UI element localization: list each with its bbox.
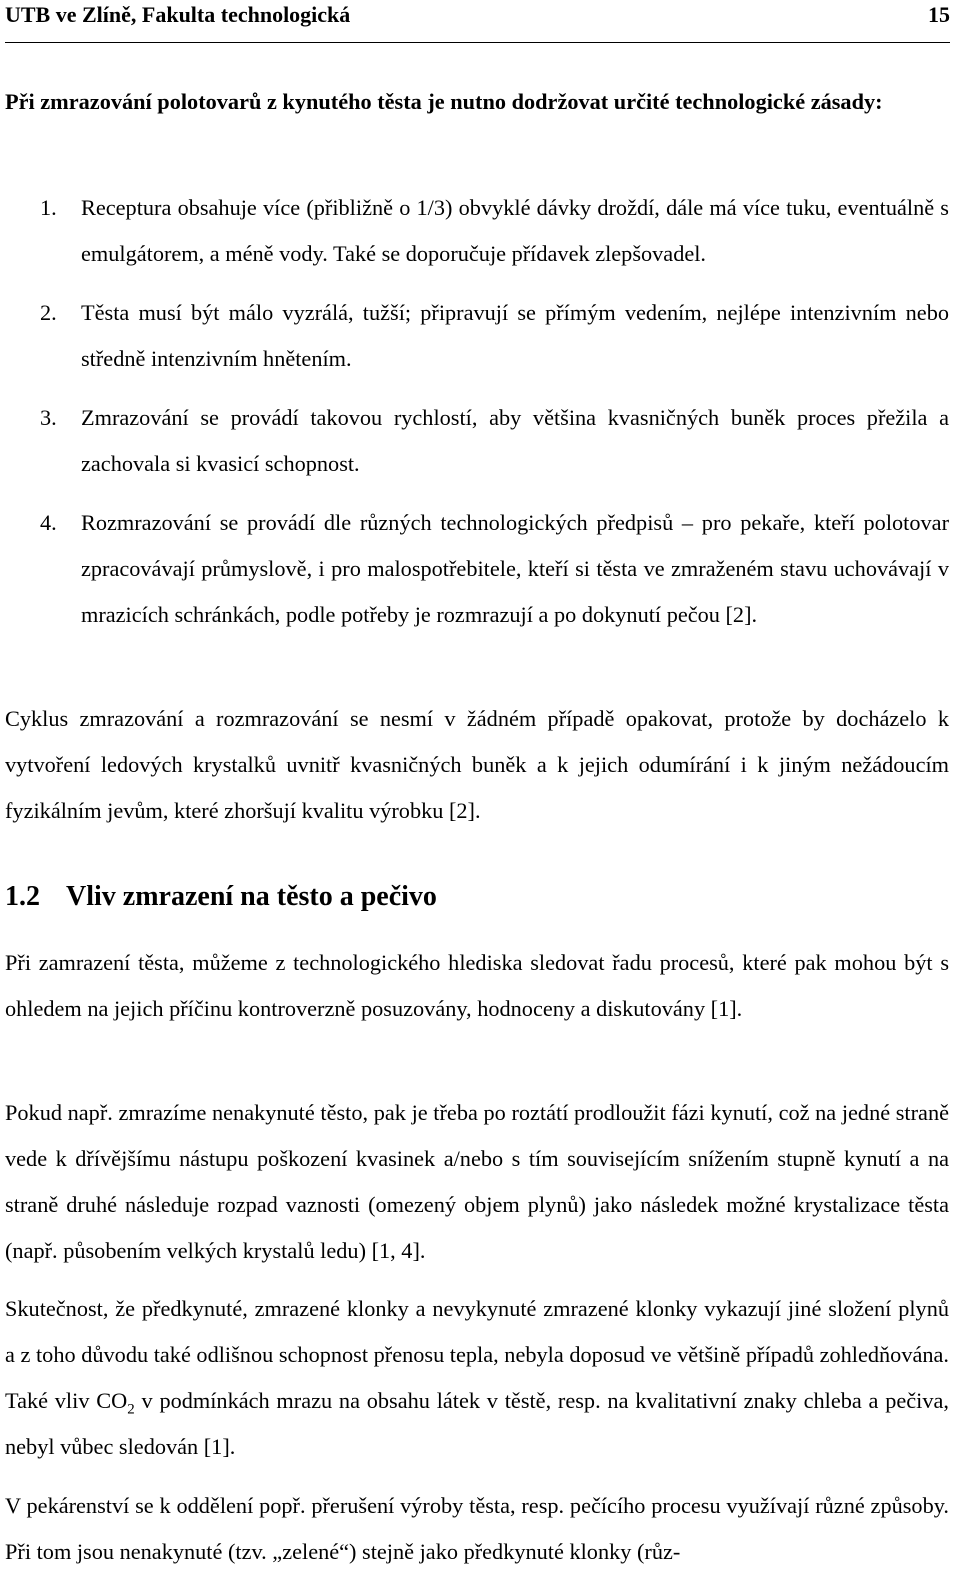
list-number: 1. [40, 195, 57, 220]
section-heading [5, 881, 437, 913]
paragraph-bakery: V pekárenství se k oddělení popř. přerušení výroby těsta, resp. pečícího procesu využívají různé způsoby. Při tom jsou nenakynuté (tzv. „zelené“) stejně jako předkynuté klonky (růz- [5, 1493, 949, 1564]
section-number: 1.2 [5, 881, 40, 912]
paragraph-cycle: Cyklus zmrazování a rozmrazování se nesmí v žádném případě opakovat, protože by docházelo k vytvoření ledových krystalků uvnitř kvasničných buněk a k jejich odumírání i k jiným nežádoucím fyzikálním jevům, které zhoršují kvalitu výrobku [2]. [5, 706, 949, 823]
paragraph-text: v podmínkách mrazu na obsahu látek v těstě, resp. na kvalitativní znaky chleba a pečiva, nebyl vůbec sledován [1]. [5, 1388, 949, 1459]
header-title: UTB ve Zlíně, Fakulta technologická [5, 2, 351, 27]
list-text: Zmrazování se provádí takovou rychlostí, aby většina kvasničných buněk proces přežila a zachovala si kvasicí schopnost. [81, 405, 949, 476]
list-item-1 [40, 185, 949, 277]
page-number: 15 [928, 2, 950, 27]
page-header [5, 0, 950, 43]
section-title: Vliv zmrazení na těsto a pečivo [66, 881, 437, 912]
subscript: 2 [127, 1401, 135, 1418]
list-number: 2. [40, 300, 57, 325]
paragraph-text: Skutečnost, že předkynuté, zmrazené klonky a nevykynuté zmrazené klonky vykazují jiné složení plynů a z toho důvodu také odlišnou schopnost přenosu tepla, nebyla doposud ve většině případů zohledňována. Také vliv CO [5, 1296, 949, 1413]
list-number: 4. [40, 510, 57, 535]
paragraph-freezing: Při zamrazení těsta, můžeme z technologického hlediska sledovat řadu procesů, které pak mohou být s ohledem na jejich příčinu kontroverzně posuzovány, hodnoceny a diskutovány [1]. [5, 950, 949, 1021]
list-text: Těsta musí být málo vyzrálá, tužší; připravují se přímým vedením, nejlépe intenzivním nebo středně intenzivním hnětením. [81, 300, 949, 371]
list-number: 3. [40, 405, 57, 430]
paragraph-unproofed: Pokud např. zmrazíme nenakynuté těsto, pak je třeba po roztátí prodloužit fázi kynutí, což na jedné straně vede k dřívějšímu nástupu poškození kvasinek a/nebo s tím souvisejícím snížením stupně kynutí a na straně druhé následuje rozpad vaznosti (omezený objem plynů) jako následek možné krystalizace těsta (např. působením velkých krystalů ledu) [1, 4]. [5, 1100, 949, 1263]
list-item-3 [40, 395, 949, 487]
list-text: Rozmrazování se provádí dle různých technologických předpisů – pro pekaře, kteří polotovar zpracovávají průmyslově, i pro malospotřebitele, kteří si těsta ve zmraženém stavu uchovávají v mrazicích schránkách, podle potřeby je rozmrazují a po dokynutí pečou [2]. [81, 510, 949, 627]
intro-paragraph: Při zmrazování polotovarů z kynutého těsta je nutno dodržovat určité technologické zásady: [5, 89, 883, 114]
list-item-2 [40, 290, 949, 382]
paragraph-reality [5, 1286, 949, 1470]
list-text: Receptura obsahuje více (přibližně o 1/3) obvyklé dávky droždí, dále má více tuku, eventuálně s emulgátorem, a méně vody. Také se doporučuje přídavek zlepšovadel. [81, 195, 949, 266]
list-item-4 [40, 500, 949, 638]
